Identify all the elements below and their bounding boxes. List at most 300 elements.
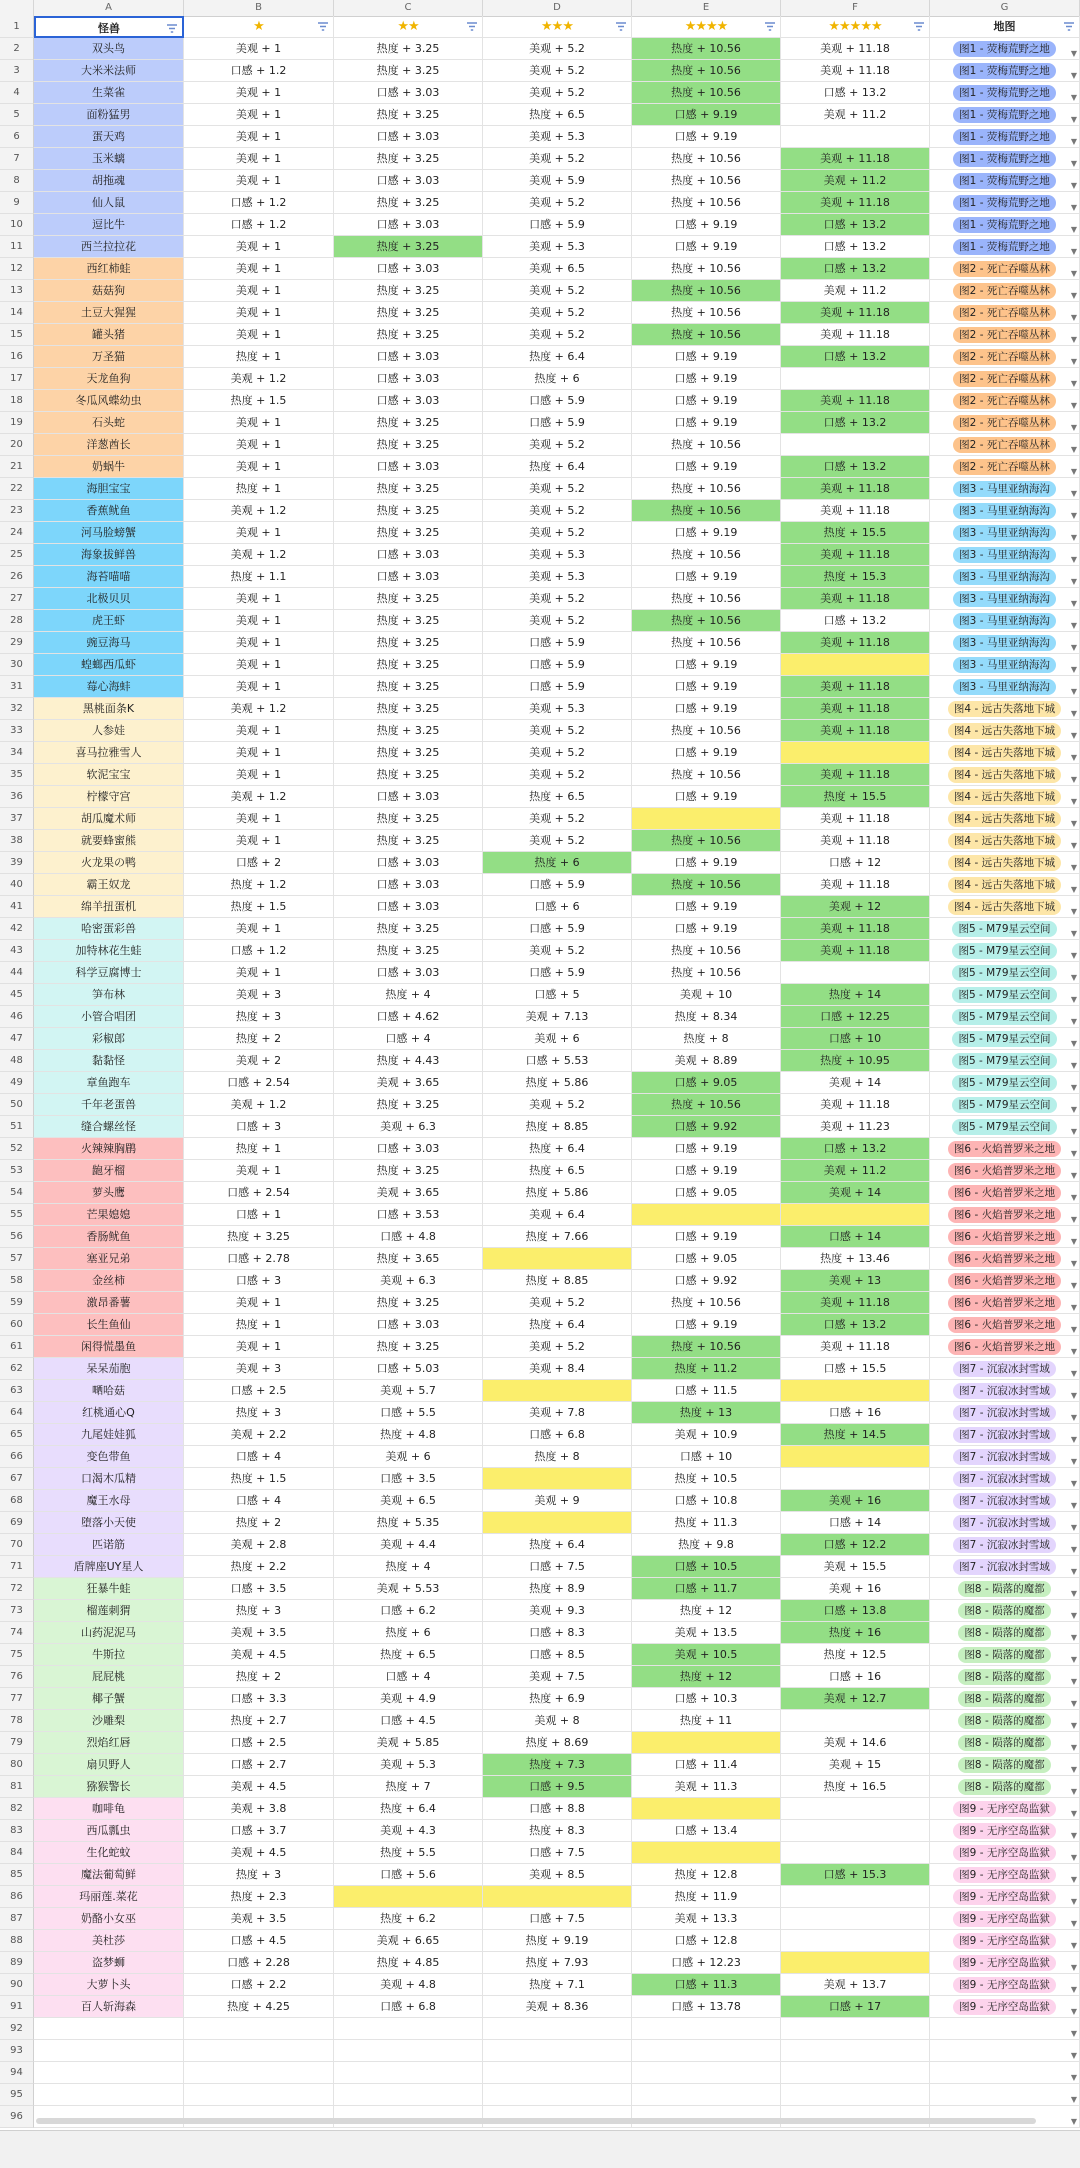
bonus-cell[interactable]: 美观 + 1 bbox=[184, 1292, 334, 1314]
bonus-cell[interactable]: 热度 + 6.4 bbox=[483, 346, 632, 368]
bonus-cell[interactable]: 热度 + 6.5 bbox=[334, 1644, 483, 1666]
bonus-cell[interactable]: 热度 + 4.8 bbox=[334, 1424, 483, 1446]
header-cell-star3[interactable] bbox=[483, 16, 632, 38]
row-number[interactable]: 30 bbox=[0, 654, 34, 676]
bonus-cell[interactable]: 美观 + 1 bbox=[184, 1160, 334, 1182]
chevron-down-icon[interactable]: ▼ bbox=[1070, 203, 1077, 212]
bonus-cell[interactable]: 热度 + 10.5 bbox=[632, 1468, 781, 1490]
horizontal-scrollbar[interactable] bbox=[36, 2118, 1036, 2124]
bonus-cell[interactable]: 美观 + 5.2 bbox=[483, 192, 632, 214]
row-number[interactable]: 36 bbox=[0, 786, 34, 808]
map-cell[interactable] bbox=[930, 1182, 1080, 1204]
monster-name-cell[interactable]: 北极贝贝 bbox=[34, 588, 184, 610]
bonus-cell[interactable]: 热度 + 3.25 bbox=[334, 522, 483, 544]
bonus-cell[interactable] bbox=[781, 1204, 930, 1226]
monster-name-cell[interactable]: 石头蛇 bbox=[34, 412, 184, 434]
filter-icon[interactable] bbox=[167, 24, 177, 34]
map-cell[interactable] bbox=[930, 1666, 1080, 1688]
bonus-cell[interactable]: 美观 + 11.2 bbox=[781, 170, 930, 192]
bonus-cell[interactable]: 热度 + 3.25 bbox=[334, 610, 483, 632]
row-number[interactable]: 22 bbox=[0, 478, 34, 500]
monster-name-cell[interactable]: 奶蜗牛 bbox=[34, 456, 184, 478]
monster-name-cell[interactable]: 大萝卜头 bbox=[34, 1974, 184, 1996]
monster-name-cell[interactable]: 龅牙榴 bbox=[34, 1160, 184, 1182]
bonus-cell[interactable]: 美观 + 6.3 bbox=[334, 1270, 483, 1292]
row-number[interactable]: 38 bbox=[0, 830, 34, 852]
map-cell[interactable] bbox=[930, 1270, 1080, 1292]
bonus-cell[interactable]: 美观 + 5.9 bbox=[483, 170, 632, 192]
bonus-cell[interactable]: 美观 + 16 bbox=[781, 1578, 930, 1600]
map-cell[interactable] bbox=[930, 1050, 1080, 1072]
chevron-down-icon[interactable]: ▼ bbox=[1070, 731, 1077, 740]
bonus-cell[interactable]: 热度 + 4 bbox=[334, 1556, 483, 1578]
bonus-cell[interactable]: 口感 + 9.19 bbox=[632, 236, 781, 258]
map-cell[interactable] bbox=[930, 104, 1080, 126]
chevron-down-icon[interactable]: ▼ bbox=[1070, 115, 1077, 124]
bonus-cell[interactable]: 美观 + 5.7 bbox=[334, 1380, 483, 1402]
bonus-cell[interactable]: 热度 + 3.25 bbox=[334, 434, 483, 456]
map-cell[interactable] bbox=[930, 1028, 1080, 1050]
bonus-cell[interactable]: 热度 + 15.5 bbox=[781, 522, 930, 544]
chevron-down-icon[interactable]: ▼ bbox=[1070, 1039, 1077, 1048]
row-number[interactable]: 70 bbox=[0, 1534, 34, 1556]
bonus-cell[interactable] bbox=[781, 368, 930, 390]
empty-cell[interactable] bbox=[930, 2106, 1080, 2128]
monster-name-cell[interactable]: 黑桃面条K bbox=[34, 698, 184, 720]
row-number[interactable]: 34 bbox=[0, 742, 34, 764]
bonus-cell[interactable]: 美观 + 1 bbox=[184, 324, 334, 346]
bonus-cell[interactable]: 热度 + 13 bbox=[632, 1402, 781, 1424]
bonus-cell[interactable]: 美观 + 11.18 bbox=[781, 544, 930, 566]
bonus-cell[interactable]: 热度 + 3.25 bbox=[334, 302, 483, 324]
monster-name-cell[interactable]: 匹诺筋 bbox=[34, 1534, 184, 1556]
chevron-down-icon[interactable]: ▼ bbox=[1070, 1985, 1077, 1994]
bonus-cell[interactable]: 美观 + 10 bbox=[632, 984, 781, 1006]
bonus-cell[interactable]: 美观 + 1 bbox=[184, 654, 334, 676]
row-number[interactable]: 20 bbox=[0, 434, 34, 456]
map-cell[interactable] bbox=[930, 1688, 1080, 1710]
chevron-down-icon[interactable]: ▼ bbox=[1070, 1105, 1077, 1114]
bonus-cell[interactable]: 口感 + 10 bbox=[632, 1446, 781, 1468]
bonus-cell[interactable] bbox=[632, 1732, 781, 1754]
bonus-cell[interactable]: 热度 + 1.5 bbox=[184, 390, 334, 412]
monster-name-cell[interactable]: 土豆大猩猩 bbox=[34, 302, 184, 324]
bonus-cell[interactable]: 热度 + 2.2 bbox=[184, 1556, 334, 1578]
bonus-cell[interactable]: 口感 + 13.2 bbox=[781, 1138, 930, 1160]
empty-cell[interactable] bbox=[781, 2106, 930, 2128]
chevron-down-icon[interactable]: ▼ bbox=[1070, 1127, 1077, 1136]
monster-name-cell[interactable]: 口渴木瓜精 bbox=[34, 1468, 184, 1490]
map-cell[interactable] bbox=[930, 1952, 1080, 1974]
map-cell[interactable] bbox=[930, 918, 1080, 940]
map-cell[interactable] bbox=[930, 1490, 1080, 1512]
chevron-down-icon[interactable]: ▼ bbox=[1070, 1743, 1077, 1752]
bonus-cell[interactable]: 口感 + 5.5 bbox=[334, 1402, 483, 1424]
bonus-cell[interactable]: 口感 + 12.23 bbox=[632, 1952, 781, 1974]
row-number[interactable]: 28 bbox=[0, 610, 34, 632]
bonus-cell[interactable]: 美观 + 1 bbox=[184, 808, 334, 830]
bonus-cell[interactable]: 热度 + 10.56 bbox=[632, 500, 781, 522]
bonus-cell[interactable]: 热度 + 8.69 bbox=[483, 1732, 632, 1754]
bonus-cell[interactable]: 美观 + 11.2 bbox=[781, 104, 930, 126]
monster-name-cell[interactable]: 蝗螂西瓜虾 bbox=[34, 654, 184, 676]
bonus-cell[interactable]: 美观 + 1 bbox=[184, 720, 334, 742]
bonus-cell[interactable]: 口感 + 9.19 bbox=[632, 654, 781, 676]
map-cell[interactable] bbox=[930, 1996, 1080, 2018]
bonus-cell[interactable]: 口感 + 1 bbox=[184, 1204, 334, 1226]
map-cell[interactable] bbox=[930, 632, 1080, 654]
chevron-down-icon[interactable]: ▼ bbox=[1070, 1875, 1077, 1884]
bonus-cell[interactable]: 美观 + 3.65 bbox=[334, 1072, 483, 1094]
monster-name-cell[interactable]: 金丝柿 bbox=[34, 1270, 184, 1292]
bonus-cell[interactable]: 口感 + 5.9 bbox=[483, 874, 632, 896]
bonus-cell[interactable] bbox=[781, 1930, 930, 1952]
monster-name-cell[interactable]: 哈密蛋彩兽 bbox=[34, 918, 184, 940]
bonus-cell[interactable]: 口感 + 2.7 bbox=[184, 1754, 334, 1776]
chevron-down-icon[interactable]: ▼ bbox=[1070, 1171, 1077, 1180]
map-cell[interactable] bbox=[930, 1754, 1080, 1776]
map-cell[interactable] bbox=[930, 1292, 1080, 1314]
bonus-cell[interactable]: 热度 + 2 bbox=[184, 1028, 334, 1050]
chevron-down-icon[interactable]: ▼ bbox=[1070, 753, 1077, 762]
bonus-cell[interactable]: 口感 + 17 bbox=[781, 1996, 930, 2018]
row-number[interactable]: 56 bbox=[0, 1226, 34, 1248]
monster-name-cell[interactable]: 万圣猫 bbox=[34, 346, 184, 368]
bonus-cell[interactable]: 美观 + 11.18 bbox=[781, 698, 930, 720]
bonus-cell[interactable] bbox=[483, 1512, 632, 1534]
bonus-cell[interactable]: 热度 + 3 bbox=[184, 1864, 334, 1886]
bonus-cell[interactable]: 美观 + 5.2 bbox=[483, 940, 632, 962]
chevron-down-icon[interactable]: ▼ bbox=[1070, 1413, 1077, 1422]
row-number[interactable]: 46 bbox=[0, 1006, 34, 1028]
chevron-down-icon[interactable]: ▼ bbox=[1070, 555, 1077, 564]
bonus-cell[interactable]: 口感 + 11.7 bbox=[632, 1578, 781, 1600]
bonus-cell[interactable]: 美观 + 10.9 bbox=[632, 1424, 781, 1446]
row-number[interactable]: 64 bbox=[0, 1402, 34, 1424]
bonus-cell[interactable]: 美观 + 11.18 bbox=[781, 1094, 930, 1116]
bonus-cell[interactable]: 热度 + 2 bbox=[184, 1512, 334, 1534]
monster-name-cell[interactable]: 霸王奴龙 bbox=[34, 874, 184, 896]
map-cell[interactable] bbox=[930, 478, 1080, 500]
row-number[interactable]: 76 bbox=[0, 1666, 34, 1688]
map-cell[interactable] bbox=[930, 1204, 1080, 1226]
chevron-down-icon[interactable]: ▼ bbox=[1070, 445, 1077, 454]
map-cell[interactable] bbox=[930, 1424, 1080, 1446]
bonus-cell[interactable]: 口感 + 9.05 bbox=[632, 1182, 781, 1204]
bonus-cell[interactable]: 美观 + 3 bbox=[184, 984, 334, 1006]
bonus-cell[interactable]: 口感 + 3.5 bbox=[334, 1468, 483, 1490]
row-number[interactable]: 33 bbox=[0, 720, 34, 742]
chevron-down-icon[interactable]: ▼ bbox=[1070, 1501, 1077, 1510]
map-cell[interactable] bbox=[930, 412, 1080, 434]
header-cell-map[interactable] bbox=[930, 16, 1080, 38]
monster-name-cell[interactable]: 虎王虾 bbox=[34, 610, 184, 632]
row-number[interactable]: 37 bbox=[0, 808, 34, 830]
bonus-cell[interactable]: 口感 + 13.2 bbox=[781, 236, 930, 258]
bonus-cell[interactable]: 口感 + 5.9 bbox=[483, 214, 632, 236]
monster-name-cell[interactable]: 黏黏怪 bbox=[34, 1050, 184, 1072]
map-cell[interactable] bbox=[930, 1358, 1080, 1380]
bonus-cell[interactable]: 口感 + 10.3 bbox=[632, 1688, 781, 1710]
bonus-cell[interactable]: 热度 + 4 bbox=[334, 984, 483, 1006]
bonus-cell[interactable]: 热度 + 14.5 bbox=[781, 1424, 930, 1446]
row-number[interactable]: 62 bbox=[0, 1358, 34, 1380]
bonus-cell[interactable]: 热度 + 10.56 bbox=[632, 82, 781, 104]
bonus-cell[interactable]: 口感 + 12.2 bbox=[781, 1534, 930, 1556]
select-all-corner[interactable] bbox=[0, 0, 34, 16]
monster-name-cell[interactable]: 咖啡龟 bbox=[34, 1798, 184, 1820]
row-number[interactable]: 82 bbox=[0, 1798, 34, 1820]
map-cell[interactable] bbox=[930, 1622, 1080, 1644]
bonus-cell[interactable]: 美观 + 14 bbox=[781, 1182, 930, 1204]
bonus-cell[interactable]: 美观 + 5.2 bbox=[483, 60, 632, 82]
map-cell[interactable] bbox=[930, 192, 1080, 214]
bonus-cell[interactable]: 美观 + 4.8 bbox=[334, 1974, 483, 1996]
bonus-cell[interactable]: 口感 + 9.19 bbox=[632, 698, 781, 720]
bonus-cell[interactable]: 口感 + 8.3 bbox=[483, 1622, 632, 1644]
bonus-cell[interactable]: 口感 + 2.5 bbox=[184, 1380, 334, 1402]
bonus-cell[interactable]: 口感 + 3.03 bbox=[334, 962, 483, 984]
bonus-cell[interactable]: 口感 + 2.5 bbox=[184, 1732, 334, 1754]
monster-name-cell[interactable]: 榴莲刺猬 bbox=[34, 1600, 184, 1622]
bonus-cell[interactable]: 口感 + 8.5 bbox=[483, 1644, 632, 1666]
row-number[interactable]: 9 bbox=[0, 192, 34, 214]
monster-name-cell[interactable]: 双头鸟 bbox=[34, 38, 184, 60]
bonus-cell[interactable]: 美观 + 11.18 bbox=[781, 324, 930, 346]
empty-cell[interactable] bbox=[930, 2018, 1080, 2040]
bonus-cell[interactable]: 美观 + 5.2 bbox=[483, 610, 632, 632]
map-cell[interactable] bbox=[930, 82, 1080, 104]
bonus-cell[interactable]: 口感 + 5.9 bbox=[483, 632, 632, 654]
chevron-down-icon[interactable]: ▼ bbox=[1070, 1479, 1077, 1488]
map-cell[interactable] bbox=[930, 1094, 1080, 1116]
bonus-cell[interactable]: 美观 + 1.2 bbox=[184, 368, 334, 390]
chevron-down-icon[interactable]: ▼ bbox=[1070, 1083, 1077, 1092]
map-cell[interactable] bbox=[930, 1314, 1080, 1336]
empty-cell[interactable] bbox=[632, 2106, 781, 2128]
bonus-cell[interactable]: 口感 + 5.6 bbox=[334, 1864, 483, 1886]
bonus-cell[interactable]: 口感 + 9.19 bbox=[632, 104, 781, 126]
bonus-cell[interactable]: 美观 + 13.7 bbox=[781, 1974, 930, 1996]
bonus-cell[interactable] bbox=[781, 1908, 930, 1930]
bonus-cell[interactable] bbox=[781, 962, 930, 984]
map-cell[interactable] bbox=[930, 456, 1080, 478]
map-cell[interactable] bbox=[930, 1798, 1080, 1820]
bonus-cell[interactable]: 美观 + 5.2 bbox=[483, 764, 632, 786]
row-number[interactable]: 8 bbox=[0, 170, 34, 192]
empty-cell[interactable] bbox=[483, 2018, 632, 2040]
bonus-cell[interactable]: 热度 + 10.56 bbox=[632, 192, 781, 214]
chevron-down-icon[interactable]: ▼ bbox=[1070, 577, 1077, 586]
map-cell[interactable] bbox=[930, 1072, 1080, 1094]
header-cell-monster[interactable] bbox=[34, 16, 184, 38]
map-cell[interactable] bbox=[930, 1974, 1080, 1996]
monster-name-cell[interactable]: 西瓜瓢虫 bbox=[34, 1820, 184, 1842]
chevron-down-icon[interactable]: ▼ bbox=[1070, 2029, 1077, 2038]
chevron-down-icon[interactable]: ▼ bbox=[1070, 951, 1077, 960]
row-number[interactable]: 91 bbox=[0, 1996, 34, 2018]
bonus-cell[interactable]: 热度 + 3.25 bbox=[184, 1226, 334, 1248]
bonus-cell[interactable]: 口感 + 3.3 bbox=[184, 1688, 334, 1710]
bonus-cell[interactable]: 口感 + 4.8 bbox=[334, 1226, 483, 1248]
chevron-down-icon[interactable]: ▼ bbox=[1070, 1259, 1077, 1268]
bonus-cell[interactable]: 热度 + 6 bbox=[334, 1622, 483, 1644]
bonus-cell[interactable]: 热度 + 1.1 bbox=[184, 566, 334, 588]
row-number[interactable]: 73 bbox=[0, 1600, 34, 1622]
chevron-down-icon[interactable]: ▼ bbox=[1070, 225, 1077, 234]
column-letter-g[interactable]: G bbox=[930, 0, 1080, 16]
bonus-cell[interactable]: 口感 + 3.03 bbox=[334, 1314, 483, 1336]
monster-name-cell[interactable]: 扇贝野人 bbox=[34, 1754, 184, 1776]
map-cell[interactable] bbox=[930, 1842, 1080, 1864]
bonus-cell[interactable]: 美观 + 8.4 bbox=[483, 1358, 632, 1380]
monster-name-cell[interactable]: 千年老蛋兽 bbox=[34, 1094, 184, 1116]
bonus-cell[interactable]: 美观 + 3.5 bbox=[184, 1622, 334, 1644]
row-number[interactable]: 50 bbox=[0, 1094, 34, 1116]
monster-name-cell[interactable]: 九尾娃娃狐 bbox=[34, 1424, 184, 1446]
bonus-cell[interactable]: 口感 + 9.92 bbox=[632, 1270, 781, 1292]
bonus-cell[interactable]: 热度 + 12.5 bbox=[781, 1644, 930, 1666]
monster-name-cell[interactable]: 西红柿蛙 bbox=[34, 258, 184, 280]
bonus-cell[interactable]: 口感 + 3.03 bbox=[334, 368, 483, 390]
bonus-cell[interactable]: 美观 + 8.89 bbox=[632, 1050, 781, 1072]
chevron-down-icon[interactable]: ▼ bbox=[1070, 1897, 1077, 1906]
chevron-down-icon[interactable]: ▼ bbox=[1070, 819, 1077, 828]
bonus-cell[interactable]: 热度 + 3 bbox=[184, 1402, 334, 1424]
chevron-down-icon[interactable]: ▼ bbox=[1070, 533, 1077, 542]
monster-name-cell[interactable]: 狂暴牛蛙 bbox=[34, 1578, 184, 1600]
bonus-cell[interactable]: 口感 + 13.2 bbox=[781, 258, 930, 280]
column-letter-b[interactable]: B bbox=[184, 0, 334, 16]
empty-cell[interactable] bbox=[781, 2062, 930, 2084]
bonus-cell[interactable]: 美观 + 4.3 bbox=[334, 1820, 483, 1842]
map-cell[interactable] bbox=[930, 214, 1080, 236]
bonus-cell[interactable]: 美观 + 5.2 bbox=[483, 1292, 632, 1314]
chevron-down-icon[interactable]: ▼ bbox=[1070, 2117, 1077, 2126]
row-number[interactable]: 65 bbox=[0, 1424, 34, 1446]
row-number[interactable]: 93 bbox=[0, 2040, 34, 2062]
map-cell[interactable] bbox=[930, 1886, 1080, 1908]
bonus-cell[interactable]: 美观 + 1.2 bbox=[184, 698, 334, 720]
row-number[interactable]: 96 bbox=[0, 2106, 34, 2128]
bonus-cell[interactable]: 热度 + 3.25 bbox=[334, 236, 483, 258]
monster-name-cell[interactable]: 洋葱酋长 bbox=[34, 434, 184, 456]
chevron-down-icon[interactable]: ▼ bbox=[1070, 1061, 1077, 1070]
bonus-cell[interactable]: 热度 + 10.56 bbox=[632, 764, 781, 786]
bonus-cell[interactable]: 美观 + 1 bbox=[184, 830, 334, 852]
bonus-cell[interactable]: 热度 + 11.3 bbox=[632, 1512, 781, 1534]
bonus-cell[interactable] bbox=[781, 1468, 930, 1490]
bonus-cell[interactable]: 热度 + 3.25 bbox=[334, 324, 483, 346]
row-number[interactable]: 88 bbox=[0, 1930, 34, 1952]
bonus-cell[interactable]: 美观 + 5.2 bbox=[483, 522, 632, 544]
empty-cell[interactable] bbox=[930, 2062, 1080, 2084]
map-cell[interactable] bbox=[930, 1160, 1080, 1182]
column-letter-a[interactable]: A bbox=[34, 0, 184, 16]
map-cell[interactable] bbox=[930, 434, 1080, 456]
row-number[interactable]: 61 bbox=[0, 1336, 34, 1358]
empty-cell[interactable] bbox=[930, 2084, 1080, 2106]
bonus-cell[interactable]: 口感 + 2.28 bbox=[184, 1952, 334, 1974]
bonus-cell[interactable]: 口感 + 11.3 bbox=[632, 1974, 781, 1996]
bonus-cell[interactable]: 口感 + 5.53 bbox=[483, 1050, 632, 1072]
map-cell[interactable] bbox=[930, 654, 1080, 676]
bonus-cell[interactable]: 热度 + 3.25 bbox=[334, 1292, 483, 1314]
bonus-cell[interactable]: 美观 + 13 bbox=[781, 1270, 930, 1292]
map-cell[interactable] bbox=[930, 786, 1080, 808]
bonus-cell[interactable]: 口感 + 9.19 bbox=[632, 126, 781, 148]
bonus-cell[interactable]: 热度 + 6.5 bbox=[483, 786, 632, 808]
monster-name-cell[interactable]: 沙雕梨 bbox=[34, 1710, 184, 1732]
bonus-cell[interactable]: 美观 + 11.2 bbox=[781, 1160, 930, 1182]
bonus-cell[interactable]: 口感 + 15.5 bbox=[781, 1358, 930, 1380]
empty-cell[interactable] bbox=[34, 2040, 184, 2062]
bonus-cell[interactable]: 口感 + 7.5 bbox=[483, 1556, 632, 1578]
bonus-cell[interactable]: 美观 + 3 bbox=[184, 1358, 334, 1380]
bonus-cell[interactable]: 热度 + 6.4 bbox=[483, 456, 632, 478]
chevron-down-icon[interactable]: ▼ bbox=[1070, 2073, 1077, 2082]
bonus-cell[interactable]: 口感 + 1.2 bbox=[184, 192, 334, 214]
bonus-cell[interactable]: 口感 + 2.78 bbox=[184, 1248, 334, 1270]
bonus-cell[interactable]: 美观 + 13.5 bbox=[632, 1622, 781, 1644]
empty-cell[interactable] bbox=[781, 2084, 930, 2106]
chevron-down-icon[interactable]: ▼ bbox=[1070, 1941, 1077, 1950]
monster-name-cell[interactable]: 蛋天鸡 bbox=[34, 126, 184, 148]
row-number[interactable]: 55 bbox=[0, 1204, 34, 1226]
bonus-cell[interactable]: 口感 + 9.19 bbox=[632, 1314, 781, 1336]
chevron-down-icon[interactable]: ▼ bbox=[1070, 995, 1077, 1004]
map-cell[interactable] bbox=[930, 874, 1080, 896]
bonus-cell[interactable]: 热度 + 15.3 bbox=[781, 566, 930, 588]
chevron-down-icon[interactable]: ▼ bbox=[1070, 1369, 1077, 1378]
bonus-cell[interactable]: 热度 + 11.9 bbox=[632, 1886, 781, 1908]
bonus-cell[interactable]: 口感 + 3.03 bbox=[334, 390, 483, 412]
bonus-cell[interactable]: 口感 + 9.19 bbox=[632, 412, 781, 434]
chevron-down-icon[interactable]: ▼ bbox=[1070, 643, 1077, 652]
map-cell[interactable] bbox=[930, 544, 1080, 566]
map-cell[interactable] bbox=[930, 368, 1080, 390]
bonus-cell[interactable]: 美观 + 1.2 bbox=[184, 1094, 334, 1116]
bonus-cell[interactable]: 美观 + 8 bbox=[483, 1710, 632, 1732]
bonus-cell[interactable]: 美观 + 1 bbox=[184, 588, 334, 610]
bonus-cell[interactable]: 热度 + 3.25 bbox=[334, 940, 483, 962]
map-cell[interactable] bbox=[930, 1820, 1080, 1842]
bonus-cell[interactable]: 美观 + 16 bbox=[781, 1490, 930, 1512]
chevron-down-icon[interactable]: ▼ bbox=[1070, 423, 1077, 432]
chevron-down-icon[interactable]: ▼ bbox=[1070, 621, 1077, 630]
monster-name-cell[interactable]: 胡瓜魔术师 bbox=[34, 808, 184, 830]
header-cell-star4[interactable] bbox=[632, 16, 781, 38]
bonus-cell[interactable]: 热度 + 7.3 bbox=[483, 1754, 632, 1776]
bonus-cell[interactable] bbox=[483, 1886, 632, 1908]
map-cell[interactable] bbox=[930, 1116, 1080, 1138]
chevron-down-icon[interactable]: ▼ bbox=[1070, 357, 1077, 366]
filter-icon[interactable] bbox=[765, 22, 775, 32]
bonus-cell[interactable]: 美观 + 7.8 bbox=[483, 1402, 632, 1424]
row-number[interactable]: 77 bbox=[0, 1688, 34, 1710]
empty-cell[interactable] bbox=[483, 2040, 632, 2062]
bonus-cell[interactable]: 口感 + 13.2 bbox=[781, 346, 930, 368]
bonus-cell[interactable]: 美观 + 12.7 bbox=[781, 1688, 930, 1710]
chevron-down-icon[interactable]: ▼ bbox=[1070, 1281, 1077, 1290]
empty-cell[interactable] bbox=[184, 2040, 334, 2062]
bonus-cell[interactable]: 热度 + 12 bbox=[632, 1600, 781, 1622]
row-number[interactable]: 12 bbox=[0, 258, 34, 280]
bonus-cell[interactable]: 美观 + 11.18 bbox=[781, 38, 930, 60]
bonus-cell[interactable]: 美观 + 5.85 bbox=[334, 1732, 483, 1754]
row-number[interactable]: 7 bbox=[0, 148, 34, 170]
row-number[interactable]: 59 bbox=[0, 1292, 34, 1314]
